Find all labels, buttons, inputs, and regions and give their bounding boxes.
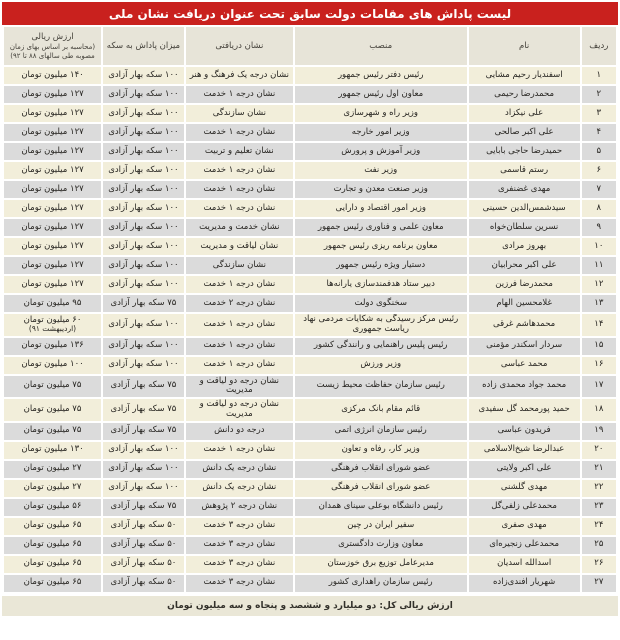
value-cell: ۵۶ میلیون تومان	[4, 499, 101, 516]
value-cell: ۱۲۷ میلیون تومان	[4, 143, 101, 160]
position-cell: وزیر صنعت معدن و تجارت	[295, 181, 467, 198]
value-cell: ۶۵ میلیون تومان	[4, 518, 101, 535]
value-cell: ۱۳۰ میلیون تومان	[4, 442, 101, 459]
value-cell: ۱۲۷ میلیون تومان	[4, 200, 101, 217]
name-cell: محمد عباسی	[469, 357, 580, 374]
medal-cell: نشان درجه یک دانش	[186, 461, 293, 478]
value-cell: ۱۰۰ میلیون تومان	[4, 357, 101, 374]
table-row	[4, 480, 616, 497]
coins-cell: ۷۵ سکه بهار آزادی	[103, 295, 184, 312]
name-cell: اسفندیار رحیم مشایی	[469, 67, 580, 84]
value-cell: ۱۲۷ میلیون تومان	[4, 162, 101, 179]
table-row	[4, 556, 616, 573]
coins-cell: ۱۰۰ سکه بهار آزادی	[103, 143, 184, 160]
value-cell: ۱۲۷ میلیون تومان	[4, 238, 101, 255]
row-number-cell: ۲۵	[582, 537, 616, 554]
medal-cell: نشان درجه ۳ خدمت	[186, 575, 293, 592]
position-cell: رئیس سازمان انرژی اتمی	[295, 423, 467, 440]
position-cell: وزیر نفت	[295, 162, 467, 179]
total-value-footer: ارزش ریالی کل: دو میلیارد و ششصد و پنجاه و سه میلیون تومان	[2, 596, 618, 616]
position-cell: معاون اول رئیس جمهور	[295, 86, 467, 103]
coins-cell: ۱۰۰ سکه بهار آزادی	[103, 124, 184, 141]
table-row	[4, 143, 616, 160]
position-cell: رئیس سازمان راهداری کشور	[295, 575, 467, 592]
table-row	[4, 276, 616, 293]
table-row	[4, 238, 616, 255]
coins-cell: ۱۰۰ سکه بهار آزادی	[103, 67, 184, 84]
table-row	[4, 124, 616, 141]
name-cell: علی اکبر محرابیان	[469, 257, 580, 274]
row-number-cell: ۱۳	[582, 295, 616, 312]
position-cell: وزیر ورزش	[295, 357, 467, 374]
position-cell: وزیر آموزش و پرورش	[295, 143, 467, 160]
position-cell: مدیرعامل توزیع برق خوزستان	[295, 556, 467, 573]
position-cell: سفیر ایران در چین	[295, 518, 467, 535]
value-cell: ۶۵ میلیون تومان	[4, 575, 101, 592]
name-cell: اسدالله اسدیان	[469, 556, 580, 573]
row-number-cell: ۵	[582, 143, 616, 160]
name-cell: حمیدرضا حاجی بابایی	[469, 143, 580, 160]
table-row	[4, 200, 616, 217]
table-row	[4, 86, 616, 103]
value-cell: ۱۳۶ میلیون تومان	[4, 338, 101, 355]
row-number-cell: ۲	[582, 86, 616, 103]
row-number-cell: ۱	[582, 67, 616, 84]
rewards-table	[2, 25, 618, 594]
medal-cell: نشان درجه ۱ خدمت	[186, 181, 293, 198]
table-row	[4, 376, 616, 398]
position-cell: وزیر امور خارجه	[295, 124, 467, 141]
coins-cell: ۱۰۰ سکه بهار آزادی	[103, 461, 184, 478]
table-row	[4, 314, 616, 336]
name-cell: محمدعلی زلفی‌گل	[469, 499, 580, 516]
row-number-cell: ۱۰	[582, 238, 616, 255]
coins-cell: ۱۰۰ سکه بهار آزادی	[103, 105, 184, 122]
row-number-cell: ۴	[582, 124, 616, 141]
column-header-value-title: ارزش ریالی	[31, 31, 74, 42]
position-cell: رئیس دانشگاه بوعلی سینای همدان	[295, 499, 467, 516]
row-number-cell: ۷	[582, 181, 616, 198]
position-cell: وزیر کار، رفاه و تعاون	[295, 442, 467, 459]
name-cell: عبدالرضا شیخ‌الاسلامی	[469, 442, 580, 459]
column-header-value	[4, 27, 101, 65]
position-cell: سخنگوی دولت	[295, 295, 467, 312]
coins-cell: ۵۰ سکه بهار آزادی	[103, 537, 184, 554]
medal-cell: نشان درجه ۲ خدمت	[186, 295, 293, 312]
row-number-cell: ۶	[582, 162, 616, 179]
position-cell: معاون برنامه ریزی رئیس جمهور	[295, 238, 467, 255]
medal-cell: نشان درجه ۱ خدمت	[186, 86, 293, 103]
row-number-cell: ۱۹	[582, 423, 616, 440]
coins-cell: ۱۰۰ سکه بهار آزادی	[103, 200, 184, 217]
row-number-cell: ۲۶	[582, 556, 616, 573]
position-cell: رئیس سازمان حفاظت محیط زیست	[295, 376, 467, 398]
row-number-cell: ۱۲	[582, 276, 616, 293]
row-number-cell: ۸	[582, 200, 616, 217]
row-number-cell: ۲۳	[582, 499, 616, 516]
name-cell: بهروز مرادی	[469, 238, 580, 255]
name-cell: نسرین سلطان‌خواه	[469, 219, 580, 236]
row-number-cell: ۲۰	[582, 442, 616, 459]
coins-cell: ۱۰۰ سکه بهار آزادی	[103, 442, 184, 459]
medal-cell: نشان درجه ۳ خدمت	[186, 518, 293, 535]
coins-cell: ۱۰۰ سکه بهار آزادی	[103, 257, 184, 274]
coins-cell: ۱۰۰ سکه بهار آزادی	[103, 338, 184, 355]
value-cell: ۱۲۷ میلیون تومان	[4, 105, 101, 122]
value-cell: ۹۵ میلیون تومان	[4, 295, 101, 312]
medal-cell: نشان درجه ۳ خدمت	[186, 537, 293, 554]
table-row	[4, 338, 616, 355]
name-cell: مهدی غضنفری	[469, 181, 580, 198]
medal-cell: نشان درجه ۱ خدمت	[186, 276, 293, 293]
coins-cell: ۱۰۰ سکه بهار آزادی	[103, 238, 184, 255]
medal-cell: نشان درجه ۳ خدمت	[186, 556, 293, 573]
position-cell: وزیر راه و شهرسازی	[295, 105, 467, 122]
row-number-cell: ۲۱	[582, 461, 616, 478]
table-row	[4, 518, 616, 535]
coins-cell: ۵۰ سکه بهار آزادی	[103, 556, 184, 573]
value-cell: ۲۷ میلیون تومان	[4, 480, 101, 497]
medal-cell: نشان درجه ۱ خدمت	[186, 124, 293, 141]
table-row	[4, 575, 616, 592]
row-number-cell: ۳	[582, 105, 616, 122]
table-row	[4, 162, 616, 179]
coins-cell: ۷۵ سکه بهار آزادی	[103, 376, 184, 398]
name-cell: حمید پورمحمد گل سفیدی	[469, 399, 580, 421]
coins-cell: ۵۰ سکه بهار آزادی	[103, 575, 184, 592]
name-cell: محمدرضا فرزین	[469, 276, 580, 293]
medal-cell: نشان درجه ۱ خدمت	[186, 314, 293, 336]
name-cell: محمدعلی زنجیره‌ای	[469, 537, 580, 554]
position-cell: وزیر امور اقتصاد و دارایی	[295, 200, 467, 217]
coins-cell: ۱۰۰ سکه بهار آزادی	[103, 219, 184, 236]
table-row	[4, 257, 616, 274]
table-row	[4, 67, 616, 84]
name-cell: رستم قاسمی	[469, 162, 580, 179]
value-cell: ۱۲۷ میلیون تومان	[4, 276, 101, 293]
row-number-cell: ۱۱	[582, 257, 616, 274]
row-number-cell: ۱۷	[582, 376, 616, 398]
name-cell: مهدی صفری	[469, 518, 580, 535]
value-cell: ۱۴۰ میلیون تومان	[4, 67, 101, 84]
medal-cell: نشان تعلیم و تربیت	[186, 143, 293, 160]
position-cell: معاون وزارت دادگستری	[295, 537, 467, 554]
value-cell: ۷۵ میلیون تومان	[4, 423, 101, 440]
value-note: (اردیبهشت ۹۱)	[28, 324, 77, 334]
table-row	[4, 219, 616, 236]
name-cell: علی اکبر صالحی	[469, 124, 580, 141]
coins-cell: ۵۰ سکه بهار آزادی	[103, 518, 184, 535]
medal-cell: نشان درجه ۱ خدمت	[186, 442, 293, 459]
column-header-position: منصب	[295, 27, 467, 65]
value-cell: ۱۲۷ میلیون تومان	[4, 86, 101, 103]
row-number-cell: ۲۲	[582, 480, 616, 497]
table-row	[4, 357, 616, 374]
medal-cell: نشان درجه ۱ خدمت	[186, 357, 293, 374]
table-row	[4, 399, 616, 421]
medal-cell: نشان درجه یک دانش	[186, 480, 293, 497]
name-cell: غلامحسین الهام	[469, 295, 580, 312]
page-title: لیست پاداش های مقامات دولت سابق تحت عنوان دریافت نشان ملی	[2, 2, 618, 25]
value-cell: ۶۵ میلیون تومان	[4, 537, 101, 554]
row-number-cell: ۲۷	[582, 575, 616, 592]
name-cell: سردار اسکندر مؤمنی	[469, 338, 580, 355]
medal-cell: نشان درجه ۱ خدمت	[186, 338, 293, 355]
name-cell: علی اکبر ولایتی	[469, 461, 580, 478]
column-header-value-note: (محاسبه بر اساس بهای زمان مصوبه طی سالهای ۸۸ تا ۹۲)	[9, 42, 96, 60]
table-row	[4, 181, 616, 198]
medal-cell: نشان درجه ۱ خدمت	[186, 200, 293, 217]
position-cell: رئیس پلیس راهنمایی و رانندگی کشور	[295, 338, 467, 355]
coins-cell: ۱۰۰ سکه بهار آزادی	[103, 86, 184, 103]
position-cell: دبیر ستاد هدفمندسازی یارانه‌ها	[295, 276, 467, 293]
value-cell: ۱۲۷ میلیون تومان	[4, 219, 101, 236]
medal-cell: نشان درجه ۱ خدمت	[186, 162, 293, 179]
coins-cell: ۷۵ سکه بهار آزادی	[103, 499, 184, 516]
name-cell: سیدشمس‌الدین حسینی	[469, 200, 580, 217]
coins-cell: ۱۰۰ سکه بهار آزادی	[103, 480, 184, 497]
position-cell: رئیس دفتر رئیس جمهور	[295, 67, 467, 84]
name-cell: علی نیکزاد	[469, 105, 580, 122]
name-cell: محمد جواد محمدی زاده	[469, 376, 580, 398]
table-row	[4, 461, 616, 478]
coins-cell: ۷۵ سکه بهار آزادی	[103, 399, 184, 421]
position-cell: رئیس مرکز رسیدگی به شکایات مردمی نهاد ریاست جمهوری	[295, 314, 467, 336]
table-row	[4, 537, 616, 554]
medal-cell: نشان درجه یک فرهنگ و هنر	[186, 67, 293, 84]
medal-cell: نشان خدمت و مدیریت	[186, 219, 293, 236]
name-cell: محمدهاشم غرقی	[469, 314, 580, 336]
table-row	[4, 442, 616, 459]
row-number-cell: ۲۴	[582, 518, 616, 535]
value-cell: ۱۲۷ میلیون تومان	[4, 181, 101, 198]
name-cell: شهریار افندی‌زاده	[469, 575, 580, 592]
value-cell: ۷۵ میلیون تومان	[4, 399, 101, 421]
value-cell: ۶۵ میلیون تومان	[4, 556, 101, 573]
name-cell: محمدرضا رحیمی	[469, 86, 580, 103]
medal-cell: نشان سازندگی	[186, 105, 293, 122]
table-row	[4, 295, 616, 312]
row-number-cell: ۱۴	[582, 314, 616, 336]
coins-cell: ۱۰۰ سکه بهار آزادی	[103, 357, 184, 374]
value-cell: ۱۲۷ میلیون تومان	[4, 124, 101, 141]
medal-cell: نشان لیاقت و مدیریت	[186, 238, 293, 255]
coins-cell: ۱۰۰ سکه بهار آزادی	[103, 314, 184, 336]
name-cell: فریدون عباسی	[469, 423, 580, 440]
row-number-cell: ۹	[582, 219, 616, 236]
medal-cell: نشان درجه ۲ پژوهش	[186, 499, 293, 516]
coins-cell: ۱۰۰ سکه بهار آزادی	[103, 276, 184, 293]
table-row	[4, 105, 616, 122]
coins-cell: ۷۵ سکه بهار آزادی	[103, 423, 184, 440]
position-cell: معاون علمی و فناوری رئیس جمهور	[295, 219, 467, 236]
medal-cell: نشان سازندگی	[186, 257, 293, 274]
value-cell: ۶۰ میلیون تومان (اردیبهشت ۹۱)	[4, 314, 101, 336]
row-number-cell: ۱۵	[582, 338, 616, 355]
column-header-coins: میزان پاداش به سکه	[103, 27, 184, 65]
position-cell: عضو شورای انقلاب فرهنگی	[295, 461, 467, 478]
value-cell: ۲۷ میلیون تومان	[4, 461, 101, 478]
row-number-cell: ۱۸	[582, 399, 616, 421]
coins-cell: ۱۰۰ سکه بهار آزادی	[103, 162, 184, 179]
table-row	[4, 423, 616, 440]
medal-cell: نشان درجه دو لیاقت و مدیریت	[186, 376, 293, 398]
value-cell: ۷۵ میلیون تومان	[4, 376, 101, 398]
value-cell: ۱۲۷ میلیون تومان	[4, 257, 101, 274]
column-header-medal: نشان دریافتی	[186, 27, 293, 65]
row-number-cell: ۱۶	[582, 357, 616, 374]
position-cell: قائم مقام بانک مرکزی	[295, 399, 467, 421]
position-cell: عضو شورای انقلاب فرهنگی	[295, 480, 467, 497]
position-cell: دستیار ویژه رئیس جمهور	[295, 257, 467, 274]
column-header-name: نام	[469, 27, 580, 65]
table-header-row	[4, 27, 616, 65]
column-header-row-number: ردیف	[582, 27, 616, 65]
medal-cell: نشان درجه دو لیاقت و مدیریت	[186, 399, 293, 421]
medal-cell: درجه دو دانش	[186, 423, 293, 440]
coins-cell: ۱۰۰ سکه بهار آزادی	[103, 181, 184, 198]
table-row	[4, 499, 616, 516]
name-cell: مهدی گلشنی	[469, 480, 580, 497]
